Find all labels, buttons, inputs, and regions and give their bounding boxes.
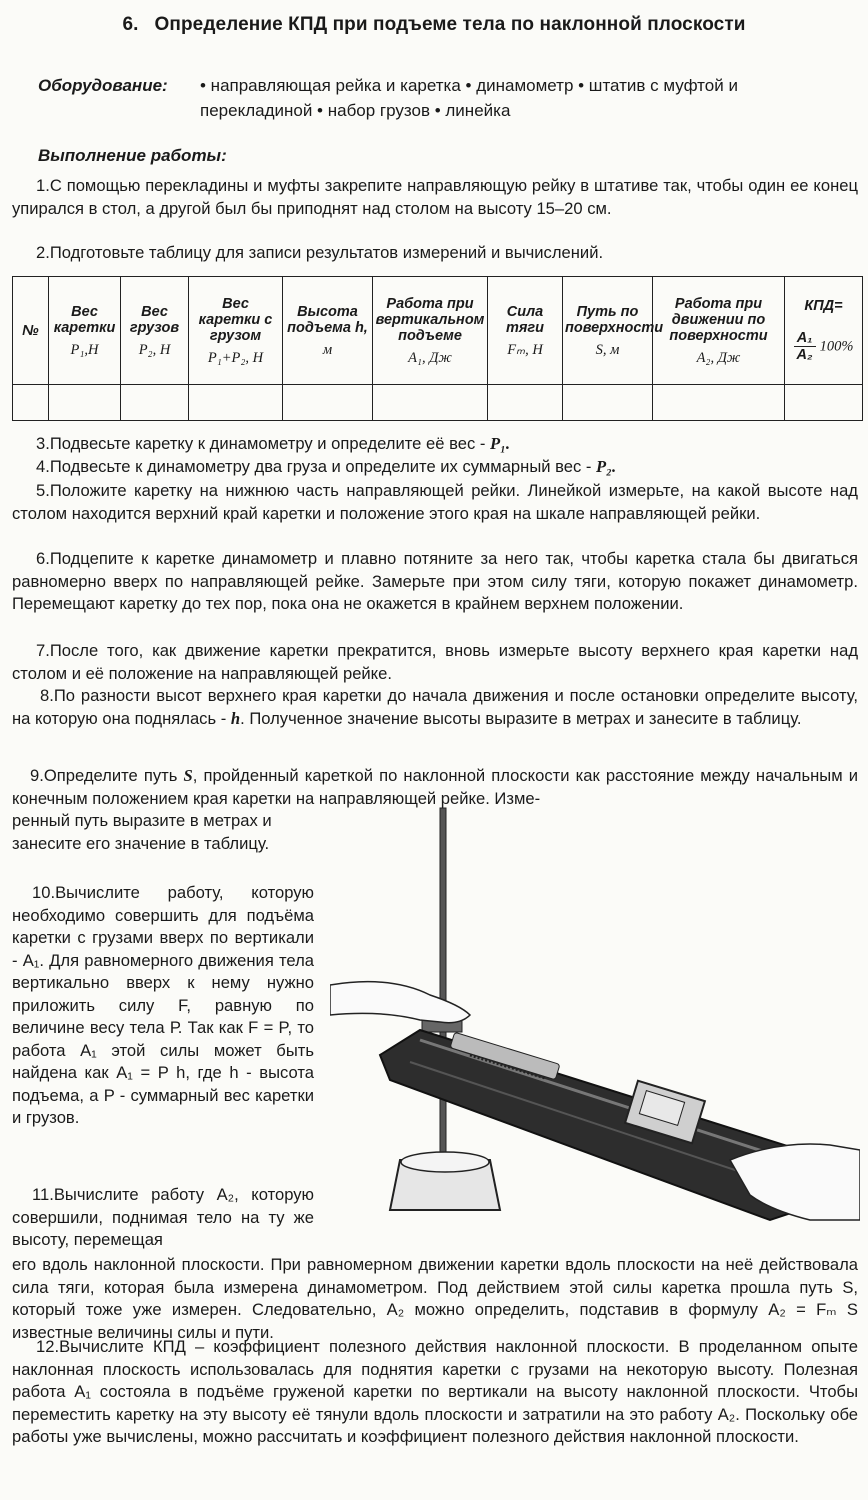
- section-title: Определение КПД при подъеме тела по наклонной плоскости: [154, 14, 746, 35]
- section-number: 6.: [122, 14, 139, 35]
- step-6: 6.Подцепите к каретке динамометр и плавно потяните за него так, чтобы каретка стала бы двигаться равномерно вверх по направляющей рейке. Замерьте при этом силу тяги, которую покажет динамометр. Перемещают каретку до тех пор, пока она не окажется в крайнем верхнем положении.: [12, 549, 858, 613]
- page-title: [0, 14, 868, 36]
- col-header-carriage-weight: Вес каретки P₁,Н: [49, 277, 121, 385]
- col-header-total-weight: Вес каретки с грузом P₁+P₂, Н: [189, 277, 283, 385]
- col-header-loads-weight: Вес грузов P₂, Н: [121, 277, 189, 385]
- step-2: 2.Подготовьте таблицу для записи результатов измерений и вычислений.: [36, 243, 604, 262]
- table-row: [13, 385, 863, 421]
- inclined-plane-setup-drawing: [330, 800, 860, 1240]
- step-4: 4.Подвесьте к динамометру два груза и определите их суммарный вес - P₂.: [36, 457, 617, 476]
- step-1: 1.С помощью перекладины и муфты закрепите направляющую рейку в штативе так, чтобы один ее конец упирался в стол, а другой был бы приподнят над столом на высоту 15–20 см.: [12, 176, 858, 218]
- table-cell[interactable]: [189, 385, 283, 421]
- equipment-label: Оборудование:: [38, 76, 168, 95]
- table-cell[interactable]: [373, 385, 488, 421]
- step-9-continued: ренный путь выразите в метрах и занесите его значение в таблицу.: [12, 811, 272, 853]
- step-3: 3.Подвесьте каретку к динамометру и определите её вес - P₁.: [36, 434, 511, 453]
- table-cell[interactable]: [121, 385, 189, 421]
- execution-label: Выполнение работы:: [38, 146, 227, 165]
- table-cell[interactable]: [49, 385, 121, 421]
- table-cell[interactable]: [653, 385, 785, 421]
- table-cell[interactable]: [488, 385, 563, 421]
- col-header-vertical-work: Работа при вертикальном подъеме A₁, Дж: [373, 277, 488, 385]
- col-header-height: Высота подъема h, м: [283, 277, 373, 385]
- step-9: 9.Определите путь S, пройденный кареткой по наклонной плоскости как расстояние между начальным и конечным положением края каретки на направляющей рейке. Изме-: [12, 766, 858, 808]
- step-8: 8.По разности высот верхнего края каретки до начала движения и после остановки определите высоту, на которую она поднялась - h. Полученное значение высоты выразите в метрах и занесите в таблицу.: [12, 686, 858, 728]
- step-7: 7.После того, как движение каретки прекратится, вновь измерьте высоту верхнего края каретки над столом и её положение на направляющей рейке.: [12, 641, 858, 683]
- col-header-surface-work: Работа при движении по поверхности A₂, Дж: [653, 277, 785, 385]
- results-table: [12, 276, 863, 421]
- table-cell[interactable]: [785, 385, 863, 421]
- table-cell[interactable]: [563, 385, 653, 421]
- step-12: 12.Вычислите КПД – коэффициент полезного действия наклонной плоскости. В проделанном опыте наклонная плоскость использовалась для поднятия каретки с грузами на некоторую высоту. Полезная работа A₁ состояла в подъёме груженой каретки по вертикали на высоту наклонной плоскости. Чтобы переместить каретку на эту высоту её тянули вдоль плоскости и затратили на это работу A₂. Поскольку обе работы уже вычислены, можно рассчитать и коэффициент полезного действия наклонной плоскости.: [12, 1337, 858, 1446]
- step-11-continued: его вдоль наклонной плоскости. При равномерном движении каретки вдоль плоскости на неё действовала сила тяги, которая была измерена динамометром. Под действием этой силы каретка прошла путь S, который тоже уже измерен. Следовательно, A₂ можно определить, подставив в формулу A₂ = Fₘ S известные величины силы и пути.: [12, 1255, 858, 1342]
- col-header-path: Путь по поверхности S, м: [563, 277, 653, 385]
- col-header-traction-force: Сила тяги Fₘ, Н: [488, 277, 563, 385]
- table-cell[interactable]: [13, 385, 49, 421]
- equipment-list: • направляющая рейка и каретка • динамометр • штатив с муфтой и перекладиной • набор грузов • линейка: [200, 76, 738, 120]
- col-header-efficiency: КПД= $\frac{\text{A₁}}{\text{A₂}}$ 100%: [785, 277, 863, 385]
- efficiency-fraction: $\frac{\text{A₁}}{\text{A₂}}$: [794, 330, 816, 363]
- col-header-number: №: [13, 277, 49, 385]
- table-cell[interactable]: [283, 385, 373, 421]
- step-10: 10.Вычислите работу, которую необходимо совершить для подъёма каретки с грузами вверх по вертикали - A₁. Для равномерного движения тела вертикально вверх к нему нужно приложить силу F, равную по величине весу тела Р. Так как F = P, то работа A₁ этой силы может быть найдена как A₁ = P h, где h - высота подъема, а P - суммарный вес каретки и грузов.: [12, 883, 314, 1127]
- step-5: 5.Положите каретку на нижнюю часть направляющей рейки. Линейкой измерьте, на какой высоте над столом находится верхний край каретки и положение этого края на шкале направляющей рейки.: [12, 481, 858, 523]
- step-11: 11.Вычислите работу A₂, которую совершили, поднимая тело на ту же высоту, перемещая: [12, 1185, 314, 1249]
